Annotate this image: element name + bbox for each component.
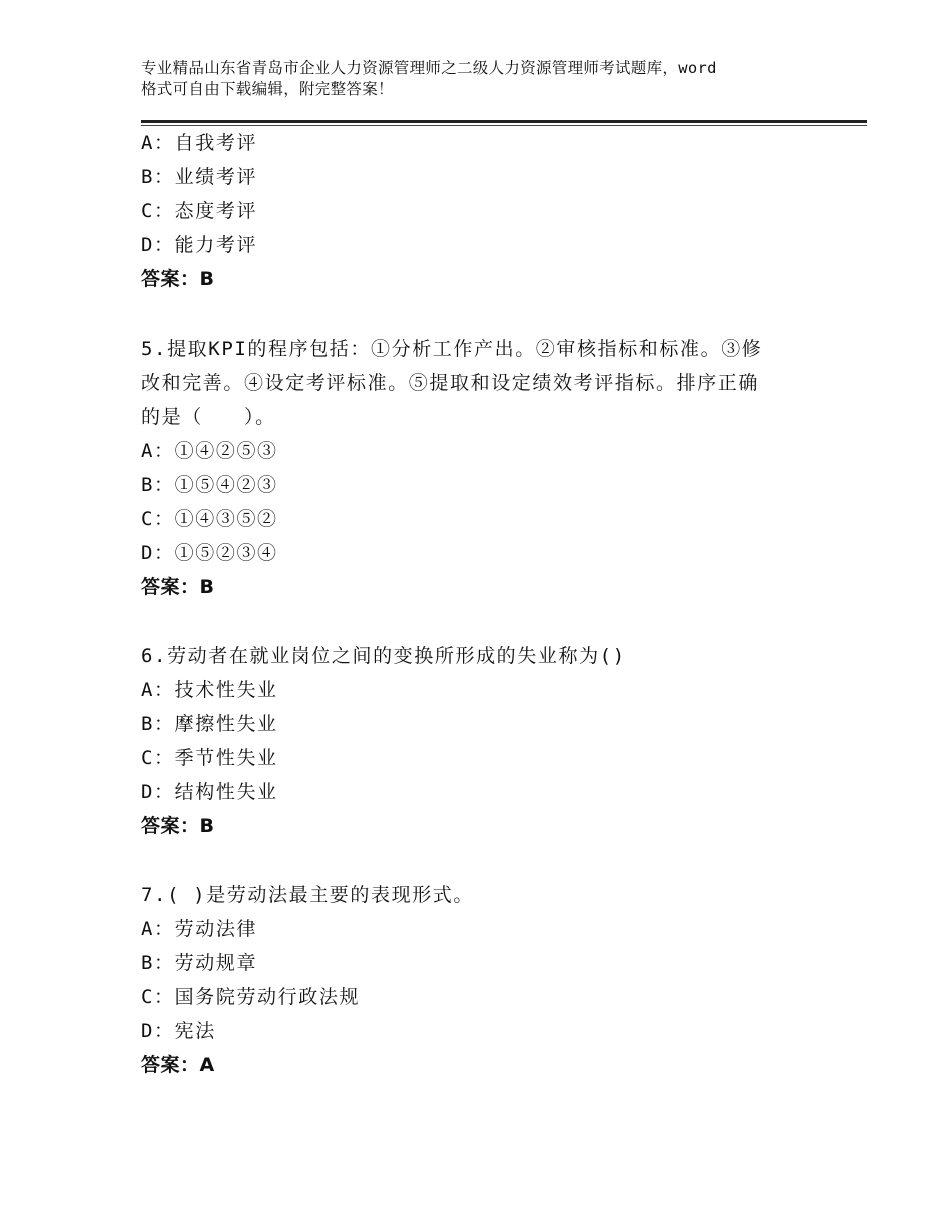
- q5-option-d: D：①⑤②③④: [141, 542, 278, 564]
- q5-answer: 答案：B: [141, 576, 215, 598]
- document-header: [141, 58, 841, 100]
- q5-stem-line-1: 5.提取KPI的程序包括：①分析工作产出。②审核指标和标准。③修: [141, 338, 763, 360]
- header-divider-thick: [141, 120, 867, 123]
- q6-option-d: D：结构性失业: [141, 781, 278, 803]
- q5-option-b: B：①⑤④②③: [141, 474, 278, 496]
- q6-option-c: C：季节性失业: [141, 747, 278, 769]
- q4-option-d: D：能力考评: [141, 234, 258, 256]
- q6-answer: 答案：B: [141, 815, 215, 837]
- q7-answer: 答案：A: [141, 1054, 215, 1076]
- q6-option-a: A：技术性失业: [141, 679, 278, 701]
- q6-option-b: B：摩擦性失业: [141, 713, 278, 735]
- q7-option-b: B：劳动规章: [141, 952, 258, 974]
- q4-option-c: C：态度考评: [141, 200, 258, 222]
- q5-option-a: A：①④②⑤③: [141, 440, 278, 462]
- q7-option-d: D：宪法: [141, 1020, 216, 1042]
- q7-option-c: C：国务院劳动行政法规: [141, 986, 361, 1008]
- q4-option-a: A：自我考评: [141, 132, 258, 154]
- q7-stem-line-1: 7.( )是劳动法最主要的表现形式。: [141, 884, 474, 906]
- q6-stem-line-1: 6.劳动者在就业岗位之间的变换所形成的失业称为(): [141, 645, 626, 667]
- q4-option-b: B：业绩考评: [141, 166, 258, 188]
- header-title-line-2: 格式可自由下载编辑，附完整答案！: [141, 80, 394, 98]
- q4-answer: 答案：B: [141, 268, 215, 290]
- q5-stem-line-2: 改和完善。④设定考评标准。⑤提取和设定绩效考评指标。排序正确: [141, 372, 760, 394]
- q5-option-c: C：①④③⑤②: [141, 508, 278, 530]
- q5-stem-line-3: 的是（ ）。: [141, 406, 276, 428]
- header-title-line-1: 专业精品山东省青岛市企业人力资源管理师之二级人力资源管理师考试题库，word: [141, 59, 717, 77]
- q7-option-a: A：劳动法律: [141, 918, 258, 940]
- header-divider-thin: [141, 125, 867, 126]
